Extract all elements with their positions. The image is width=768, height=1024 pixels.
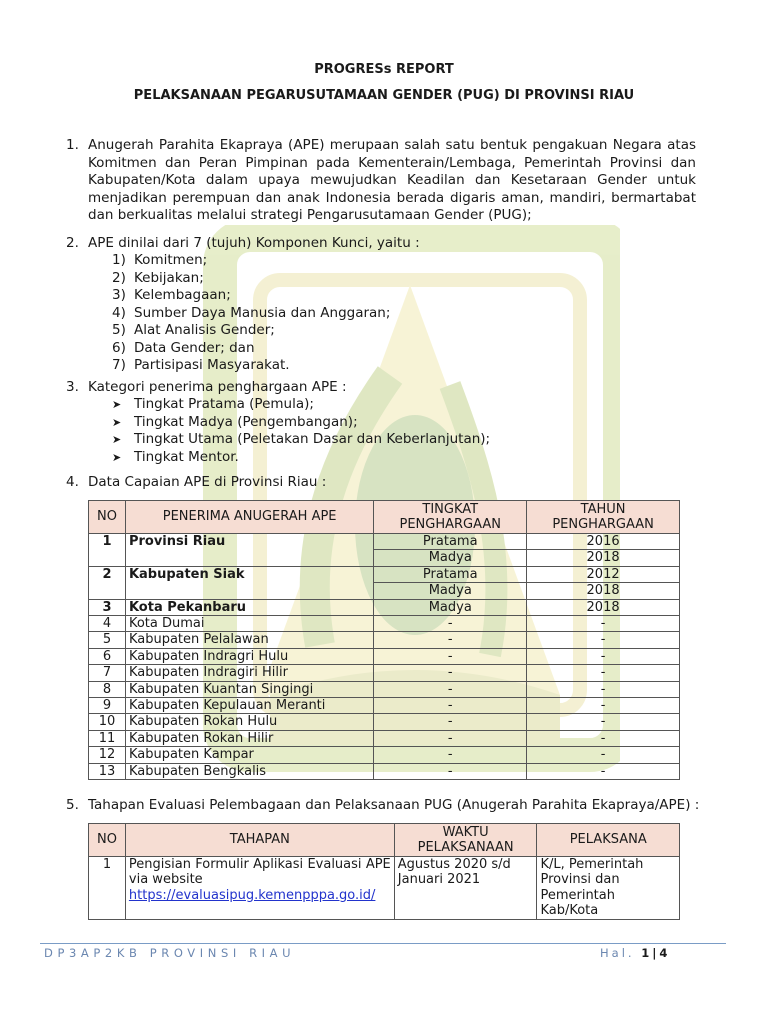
table-row: 10 Kabupaten Rokan Hulu - - [89, 714, 680, 730]
footer-org: DP3AP2KB PROVINSI RIAU [44, 946, 296, 960]
table-row: 7 Kabupaten Indragiri Hilir - - [89, 665, 680, 681]
list-item: 5) Alat Analisis Gender; [112, 322, 275, 338]
table-row: 2 Kabupaten Siak Pratama 2012 [89, 566, 680, 582]
footer-page: Hal. 1|4 [600, 946, 671, 960]
list-item: 7) Partisipasi Masyarakat. [112, 357, 290, 373]
col-pelaksana-header: PELAKSANA [537, 824, 680, 857]
evaluasi-website-link[interactable]: https://evaluasipug.kemenpppa.go.id/ [128, 887, 376, 903]
table-row: 11 Kabupaten Rokan Hilir - - [89, 730, 680, 746]
list-item: ➤ Tingkat Madya (Pengembangan); [112, 413, 358, 430]
table-row: 5 Kabupaten Pelalawan - - [89, 632, 680, 648]
arrow-bullet-icon: ➤ [112, 415, 122, 429]
col-tahun-header: TAHUN PENGHARGAAN [527, 501, 680, 534]
table-row: 6 Kabupaten Indragri Hulu - - [89, 648, 680, 664]
table-row: 8 Kabupaten Kuantan Singingi - - [89, 681, 680, 697]
list-item: 3) Kelembagaan; [112, 287, 231, 303]
section-1-number: 1. [66, 137, 79, 153]
list-item: 6) Data Gender; dan [112, 339, 255, 356]
section-2-text: APE dinilai dari 7 (tujuh) Komponen Kunci, yaitu : [88, 235, 420, 251]
col-penerima-header: PENERIMA ANUGERAH APE [125, 501, 373, 534]
footer-divider [40, 943, 726, 944]
table-row: Madya 2018 [89, 583, 680, 599]
col-no-header: NO [89, 824, 126, 857]
report-subtitle: PELAKSANAAN PEGARUSUTAMAAN GENDER (PUG) DI PROVINSI RIAU [133, 88, 635, 103]
list-item: 4) Sumber Daya Manusia dan Anggaran; [112, 304, 391, 321]
tahapan-text: Pengisian Formulir Aplikasi Evaluasi APE via website [128, 857, 391, 888]
arrow-bullet-icon: ➤ [112, 450, 122, 464]
ape-table [88, 500, 680, 780]
col-tahapan-header: TAHAPAN [125, 824, 394, 857]
table-row: 12 Kabupaten Kampar - - [89, 747, 680, 763]
kategori-list [112, 396, 490, 466]
section-5-text: Tahapan Evaluasi Pelembagaan dan Pelaksanaan PUG (Anugerah Parahita Ekapraya/APE) : [88, 797, 700, 813]
list-item: ➤ Tingkat Utama (Peletakan Dasar dan Keberlanjutan); [112, 431, 491, 447]
table-row: 1 Provinsi Riau Pratama 2016 [89, 534, 680, 550]
section-1-text: Anugerah Parahita Ekapraya (APE) merupaan salah satu bentuk pengakuan Negara atas Komitmen dan Peran Pimpinan pada Kementerain/Lembaga, Pemerintah Provinsi dan Kabupaten/Kota dalam upaya mewujudkan Keadilan dan Kesetaraan Gender untuk menjadikan perempuan dan anak Indonesia berada digaris aman, mandiri, bermartabat dan berkualitas melalui strategi Pengarusutamaan Gender (PUG); [88, 137, 696, 223]
list-item: 2) Kebijakan; [112, 269, 204, 286]
table-row: Madya 2018 [89, 550, 680, 566]
list-item: ➤ Tingkat Pratama (Pemula); [112, 396, 314, 412]
section-5-number: 5. [66, 797, 79, 813]
section-3-text: Kategori penerima penghargaan APE : [88, 379, 347, 395]
section-3-number: 3. [66, 379, 79, 395]
section-2-number: 2. [66, 235, 79, 251]
page-total: 4 [659, 946, 671, 960]
col-no-header: NO [89, 501, 126, 534]
list-item: 1) Komitmen; [112, 252, 208, 268]
arrow-bullet-icon: ➤ [112, 433, 122, 446]
list-item: ➤ Tingkat Mentor. [112, 448, 239, 465]
table-row: 4 Kota Dumai - - [89, 616, 680, 632]
col-tingkat-header: TINGKAT PENGHARGAAN [374, 501, 527, 534]
col-waktu-header: WAKTU PELAKSANAAN [394, 824, 537, 857]
table-row: 9 Kabupaten Kepulauan Meranti - - [89, 698, 680, 714]
arrow-bullet-icon: ➤ [112, 398, 122, 411]
section-4-number: 4. [66, 474, 79, 490]
table-row: 13 Kabupaten Bengkalis - - [89, 763, 680, 779]
section-4-text: Data Capaian APE di Provinsi Riau : [88, 474, 327, 490]
report-title: PROGRESs REPORT [314, 62, 454, 77]
tahapan-table [88, 823, 680, 920]
page-number: 1 [641, 946, 653, 960]
komponen-list [112, 252, 390, 375]
table-row: 1 Pengisian Formulir Aplikasi Evaluasi APE via website https://evaluasipug.kemenpppa.go.id/ Agustus 2020 s/d Januari 2021 K/L, Pemerintah Provinsi dan Pemerintah Kab/Kota [89, 857, 680, 920]
table-row: 3 Kota Pekanbaru Madya 2018 [89, 599, 680, 615]
